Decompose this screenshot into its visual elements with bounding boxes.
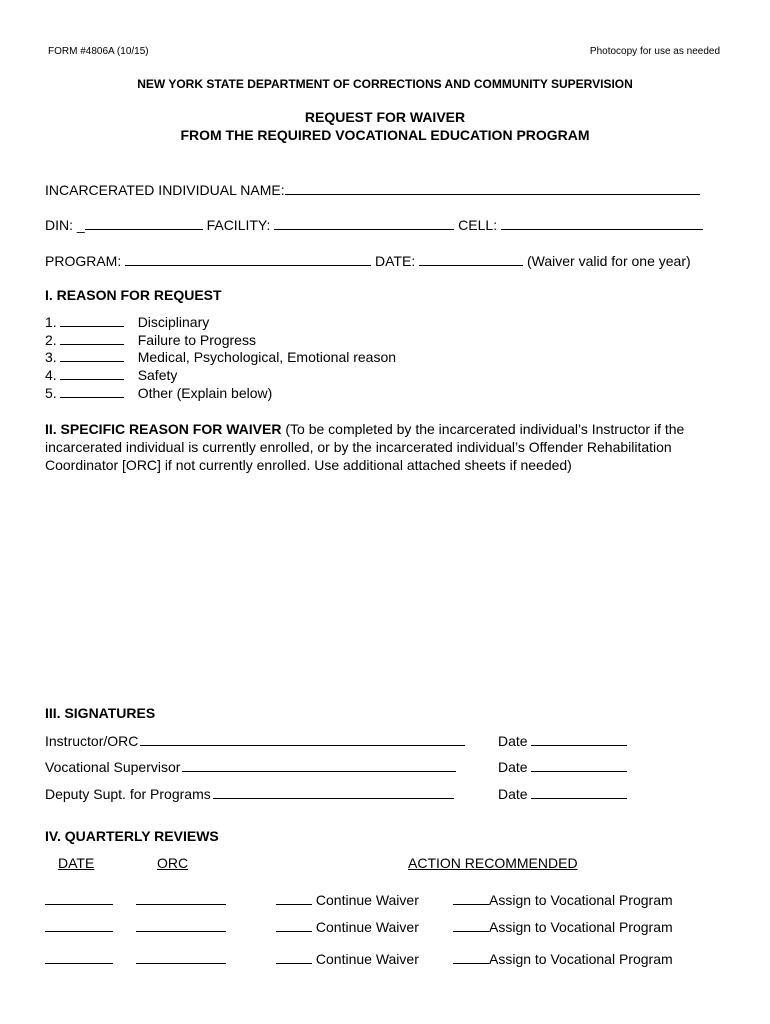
col-date-header: DATE bbox=[58, 855, 95, 871]
review-orc-line[interactable] bbox=[136, 950, 226, 964]
continue-check-line[interactable] bbox=[276, 891, 312, 905]
signature-row bbox=[45, 758, 456, 775]
signature-date bbox=[498, 785, 627, 802]
review-date-line[interactable] bbox=[45, 918, 113, 932]
program-row bbox=[45, 252, 691, 269]
col-orc-header: ORC bbox=[157, 855, 189, 871]
signature-label: Instructor/ORC bbox=[45, 733, 139, 749]
program-label: PROGRAM: bbox=[45, 253, 122, 269]
assign-program-option bbox=[453, 918, 673, 935]
signature-label: Vocational Supervisor bbox=[45, 759, 181, 775]
form-title-line2: FROM THE REQUIRED VOCATIONAL EDUCATION PROGRAM bbox=[180, 127, 590, 143]
continue-check-line[interactable] bbox=[276, 950, 312, 964]
reason-item bbox=[45, 348, 396, 365]
section2-heading: II. SPECIFIC REASON FOR WAIVER bbox=[45, 421, 282, 437]
form-title-line1: REQUEST FOR WAIVER bbox=[304, 109, 466, 125]
photocopy-note: Photocopy for use as needed bbox=[589, 46, 720, 57]
name-input-line[interactable] bbox=[285, 181, 700, 195]
din-label: DIN: _ bbox=[45, 217, 85, 233]
review-orc-cell bbox=[136, 891, 226, 908]
form-number: FORM #4806A (10/15) bbox=[48, 46, 149, 57]
continue-waiver-label: Continue Waiver bbox=[315, 951, 419, 967]
review-orc-line[interactable] bbox=[136, 891, 226, 905]
reason-number: 4. bbox=[45, 367, 57, 384]
facility-label: FACILITY: bbox=[206, 217, 271, 233]
facility-input-line[interactable] bbox=[274, 216, 454, 230]
reason-label: Failure to Progress bbox=[137, 331, 256, 348]
assign-program-option bbox=[453, 950, 673, 967]
signature-date bbox=[498, 732, 627, 749]
cell-input-line[interactable] bbox=[501, 216, 703, 230]
section2-block bbox=[45, 420, 725, 474]
reason-check-line[interactable] bbox=[60, 384, 124, 398]
continue-check-line[interactable] bbox=[276, 918, 312, 932]
reason-number: 3. bbox=[45, 349, 57, 366]
reason-number: 1. bbox=[45, 314, 57, 330]
assign-check-line[interactable] bbox=[453, 950, 489, 964]
signature-row bbox=[45, 732, 465, 749]
program-input-line[interactable] bbox=[125, 252, 371, 266]
reason-item bbox=[45, 331, 256, 348]
reason-label: Safety bbox=[137, 367, 178, 384]
reason-label: Disciplinary bbox=[137, 314, 210, 330]
continue-waiver-option bbox=[276, 950, 419, 967]
review-date-cell bbox=[45, 918, 113, 935]
department-name: NEW YORK STATE DEPARTMENT OF CORRECTIONS AND COMMUNITY SUPERVISION bbox=[137, 77, 633, 91]
reason-item bbox=[45, 366, 177, 383]
review-date-cell bbox=[45, 950, 113, 967]
section2-text: (To be completed by the incarcerated individual’s Instructor if the incarcerated individual is currently enrolled, or by the incarcerated individual’s Offender Rehabilitation Coordinator [ORC] if not currently enrolled. Use additional attached sheets if needed) bbox=[45, 421, 685, 473]
reason-check-line[interactable] bbox=[60, 366, 124, 380]
continue-waiver-option bbox=[276, 918, 419, 935]
assign-program-label: Assign to Vocational Program bbox=[489, 892, 673, 908]
signature-line[interactable] bbox=[182, 758, 456, 772]
explanation-area[interactable] bbox=[45, 485, 725, 695]
review-orc-line[interactable] bbox=[136, 918, 226, 932]
continue-waiver-option bbox=[276, 891, 419, 908]
col-action-header: ACTION RECOMMENDED bbox=[408, 855, 578, 871]
assign-program-label: Assign to Vocational Program bbox=[489, 919, 673, 935]
signature-date-label: Date bbox=[498, 733, 528, 749]
signature-line[interactable] bbox=[140, 732, 465, 746]
date-label: DATE: bbox=[375, 253, 416, 269]
cell-label: CELL: bbox=[458, 217, 498, 233]
reason-item bbox=[45, 313, 209, 330]
continue-waiver-label: Continue Waiver bbox=[315, 919, 419, 935]
signature-date-line[interactable] bbox=[531, 758, 627, 772]
signature-date bbox=[498, 758, 627, 775]
signature-date-line[interactable] bbox=[531, 785, 627, 799]
assign-program-option bbox=[453, 891, 673, 908]
assign-check-line[interactable] bbox=[453, 918, 489, 932]
name-label: INCARCERATED INDIVIDUAL NAME: bbox=[45, 182, 285, 198]
date-input-line[interactable] bbox=[419, 252, 523, 266]
din-row bbox=[45, 216, 703, 233]
reason-number: 2. bbox=[45, 331, 57, 348]
reason-label: Medical, Psychological, Emotional reason bbox=[137, 349, 397, 366]
review-date-cell bbox=[45, 891, 113, 908]
review-date-line[interactable] bbox=[45, 891, 113, 905]
signature-line[interactable] bbox=[213, 785, 454, 799]
section4-heading: IV. QUARTERLY REVIEWS bbox=[45, 828, 219, 844]
name-field-row bbox=[45, 181, 700, 198]
review-date-line[interactable] bbox=[45, 950, 113, 964]
din-input-line[interactable] bbox=[85, 216, 203, 230]
assign-check-line[interactable] bbox=[453, 891, 489, 905]
section1-heading: I. REASON FOR REQUEST bbox=[45, 287, 222, 303]
waiver-note: (Waiver valid for one year) bbox=[527, 253, 691, 269]
reason-check-line[interactable] bbox=[60, 331, 124, 345]
reason-number: 5. bbox=[45, 384, 57, 401]
signature-date-label: Date bbox=[498, 759, 528, 775]
reason-item bbox=[45, 384, 272, 401]
continue-waiver-label: Continue Waiver bbox=[315, 892, 419, 908]
reason-check-line[interactable] bbox=[60, 313, 124, 327]
section3-heading: III. SIGNATURES bbox=[45, 705, 156, 721]
review-orc-cell bbox=[136, 950, 226, 967]
signature-label: Deputy Supt. for Programs bbox=[45, 786, 211, 802]
signature-date-line[interactable] bbox=[531, 732, 627, 746]
signature-date-label: Date bbox=[498, 786, 528, 802]
assign-program-label: Assign to Vocational Program bbox=[489, 951, 673, 967]
review-orc-cell bbox=[136, 918, 226, 935]
reason-check-line[interactable] bbox=[60, 348, 124, 362]
reason-label: Other (Explain below) bbox=[137, 384, 273, 401]
signature-row bbox=[45, 785, 454, 802]
